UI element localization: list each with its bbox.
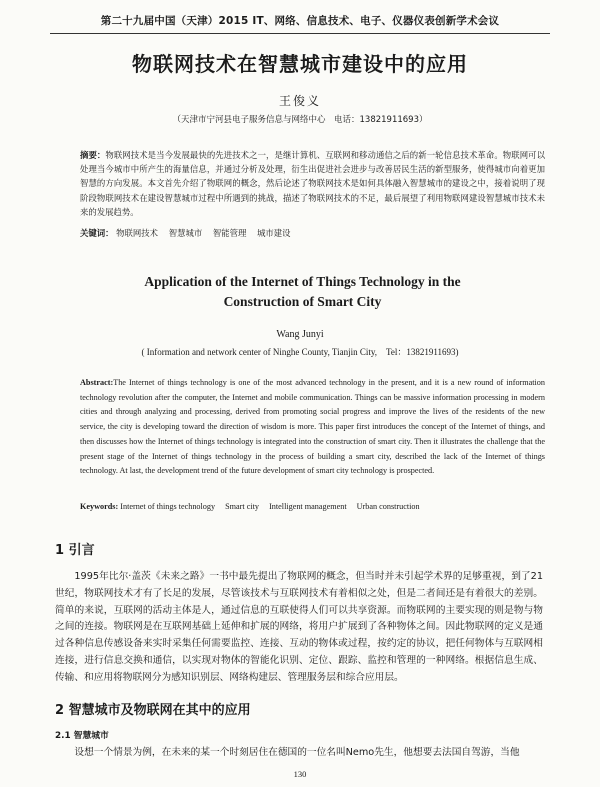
section-2-1-heading: 2.1 智慧城市 [55, 731, 109, 741]
english-abstract-label: Abstract: [80, 378, 114, 387]
english-keyword: Intelligent management [269, 502, 347, 511]
chinese-abstract-text: 物联网技术是当今发展最快的先进技术之一，是继计算机、互联网和移动通信之后的新一轮信息技术革命。物联网可以处理当今城市中所产生的海量信息，并通过分析及处理，衍生出促进社会进步与改善居民生活的新型服务，使得城市向着更加智慧的方向发展。本文首先介绍了物联网的概念，然后论述了物联网技术是如何具体融入智慧城市的建设之中，接着说明了现阶段物联网技术在建设智慧城市过程中所遇到的挑战，描述了物联网技术的不足，最后展望了利用物联网建设智慧城市技术未来的发展趋势。 [80, 150, 546, 217]
section-2-1-paragraph: 设想一个情景为例，在未来的某一个时刻居住在德国的一位名叫Nemo先生，他想要去法国自驾游，当他 [74, 747, 520, 758]
section-2-heading: 2 智慧城市及物联网在其中的应用 [55, 703, 251, 718]
chinese-abstract [80, 148, 545, 219]
english-abstract-text: The Internet of things technology is one of the most advanced technology in the present, and it is a new round of information technology revolution after the computer, the Internet and mobile communication. Things can be massive information processing in modern cities and through analyzing and processing, derived from promoting social progress and improve the lives of the residents of the new service, the city is developing toward the direction of wisdom is more. This paper first introduces the concept of the Internet of things, and then discusses how the Internet of things technology is integrated into the construction of smart city. Then it illustrates the challenge that the present stage of the Internet of things technology in the process of building a smart city, described the lack of the Internet of things technology. At last, the development trend of the future development of smart city technology is prospected. [80, 378, 545, 476]
english-keyword: Internet of things technology [120, 502, 216, 511]
english-keyword: Urban construction [356, 502, 420, 511]
chinese-keyword: 物联网技术 [116, 228, 159, 238]
english-abstract [80, 376, 545, 479]
chinese-keyword: 智慧城市 [168, 228, 203, 238]
chinese-keywords-label: 关键词： [80, 228, 114, 238]
header-rule [50, 33, 550, 34]
chinese-author: 王俊义 [278, 94, 321, 108]
chinese-title: 物联网技术在智慧城市建设中的应用 [132, 52, 468, 76]
chinese-keyword: 城市建设 [257, 228, 291, 238]
chinese-abstract-label: 摘要： [80, 150, 106, 160]
section-1-heading: 1 引言 [55, 543, 95, 558]
page-number: 130 [293, 769, 307, 779]
english-affiliation: ( Information and network center of Ninghe County, Tianjin City, Tel：13821911693) [141, 347, 459, 357]
english-keywords-label: Keywords: [80, 502, 119, 511]
running-header: 第二十九届中国（天津）2015 IT、网络、信息技术、电子、仪器仪表创新学术会议 [100, 15, 500, 27]
english-keywords [80, 502, 545, 511]
section-1-paragraph: 1995年比尔·盖茨《未来之路》一书中最先提出了物联网的概念，但当时并未引起学术界的足够重视，到了21世纪，物联网技术才有了长足的发展，尽管该技术与互联网技术有着相似之处，但是二者间还是有着很大的差别。简单的来说，互联网的活动主体是人，通过信息的互联使得人们可以共享资源。而物联网的主要实现的则是物与物之间的连接。物联网是在互联网基础上延伸和扩展的网络，将用户扩展到了各种物体之间。因此物联网的定义是通过各种信息传感设备来实时采集任何需要监控、连接、互动的物体或过程，按约定的协议，把任何物体与互联网相连接，进行信息交换和通信，以实现对物体的智能化识别、定位、跟踪、监控和管理的一种网络。根据信息生成、传输、和应用将物联网分为感知识别层、网络构建层、管理服务层和综合应用层。 [55, 571, 543, 683]
english-title-line-2: Construction of Smart City [223, 294, 382, 309]
chinese-affiliation: （天津市宁河县电子服务信息与网络中心 电话：13821911693） [172, 115, 428, 125]
english-title [80, 272, 525, 312]
english-author: Wang Junyi [276, 329, 324, 340]
chinese-keywords [80, 227, 545, 239]
chinese-keyword: 智能管理 [212, 228, 247, 238]
english-keyword: Smart city [225, 502, 260, 511]
english-title-line-1: Application of the Internet of Things Technology in the [144, 274, 461, 289]
